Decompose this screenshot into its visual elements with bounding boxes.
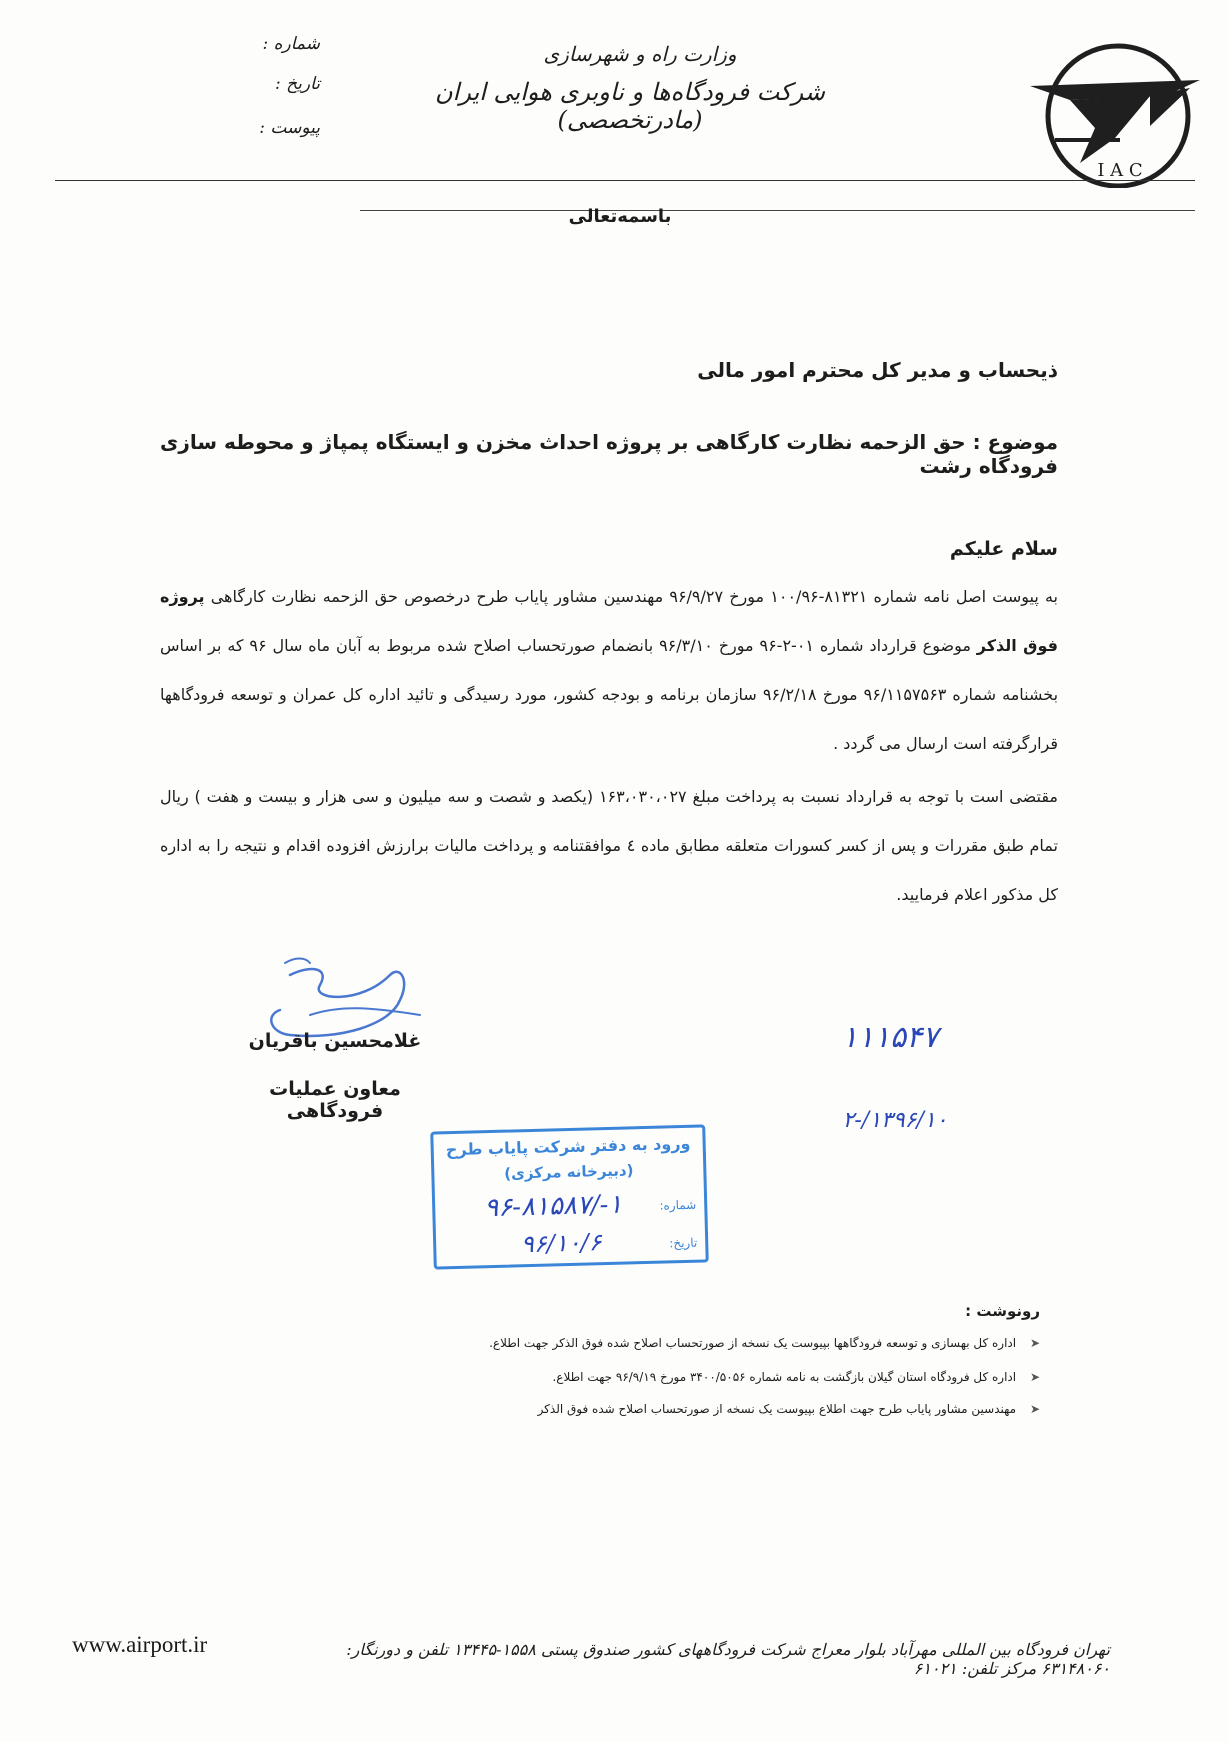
cc-item-text: اداره کل فرودگاه استان گیلان بازگشت به نامه شماره ۳۴۰۰/۵۰۵۶ مورخ ۹۶/۹/۱۹ جهت اطلاع. xyxy=(552,1370,1017,1384)
cc-item-text: مهندسین مشاور پایاب طرح جهت اطلاع بپیوست یک نسخه از صورتحساب اصلاح شده فوق الذکر xyxy=(537,1402,1017,1416)
stamp-date: ۹۶/۱۰/۶ xyxy=(520,1228,602,1259)
invocation: باسمه‌تعالی xyxy=(568,206,672,227)
para1-part-b: موضوع قرارداد شماره ۰۱-۲-۹۶ مورخ ۹۶/۳/۱۰ بانضمام صورتحساب اصلاح شده مربوط به آبان ماه سال ۹۶ که بر اساس بخشنامه شماره ۹۶/۱۱۵۷۵۶۳ مورخ ۹۶/۲/۱۸ سازمان برنامه و بودجه کشور، مورد رسیدگی و تائید اداره کل عمران و توسعه فرودگاهها قرارگرفته است ارسال می گردد . xyxy=(160,636,1059,753)
bullet-arrow-icon: ➤ xyxy=(1029,1336,1040,1350)
subject-line: موضوع : حق الزحمه نظارت کارگاهی بر پروژه احداث مخزن و ایستگاه پمپاژ و محوطه سازی فرودگاه رشت xyxy=(160,430,1058,478)
receipt-stamp xyxy=(430,1124,709,1269)
cc-item xyxy=(320,1336,1040,1350)
handwritten-date: ۱۳۹۶/۱۰/-۲ xyxy=(842,1108,948,1133)
cc-item xyxy=(320,1402,1040,1416)
para1-part-a: به پیوست اصل نامه شماره ۸۱۳۲۱-۱۰۰/۹۶ مورخ ۹۶/۹/۲۷ مهندسین مشاور پایاب طرح درخصوص حق الزحمه نظارت کارگاهی xyxy=(210,587,1059,606)
cc-item xyxy=(320,1370,1040,1384)
stamp-number-label: شماره: xyxy=(659,1197,697,1213)
cc-item-text: اداره کل بهسازی و توسعه فرودگاهها بپیوست یک نسخه از صورتحساب اصلاح شده فوق الذکر جهت اطلاع. xyxy=(489,1336,1017,1350)
cc-title: رونوشت : xyxy=(965,1302,1040,1320)
signer-title: معاون عملیات فرودگاهی xyxy=(269,1078,401,1122)
body-paragraph-2: مقتضی است با توجه به قرارداد نسبت به پرداخت مبلغ ۱۶۳،۰۳۰،۰۲۷ (یکصد و شصت و سه میلیون و سی هزار و بیست و هفت ) ریال تمام طبق مقررات و پس از کسر کسورات متعلقه مطابق ماده ٤ موافقتنامه و پرداخت مالیات برارزش افزوده اقدام و نتیجه را به اداره کل مذکور اعلام فرمایید. xyxy=(160,787,1059,904)
stamp-number: ۱-/۹۶-۸۱۵۸۷ xyxy=(483,1189,623,1224)
logo-text: I A C xyxy=(1097,160,1143,181)
meta-attachment-label: پیوست : xyxy=(259,118,320,138)
footer-website: www.airport.ir xyxy=(72,1632,208,1657)
ministry-name: وزارت راه و شهرسازی xyxy=(543,42,737,66)
company-name: شرکت فرودگاه‌ها و ناوبری هوایی ایران (مادرتخصصی) xyxy=(435,78,825,134)
bullet-arrow-icon: ➤ xyxy=(1029,1370,1040,1384)
stamp-date-label: تاریخ: xyxy=(669,1235,698,1251)
signer-name: غلامحسین باقریان xyxy=(248,1030,422,1052)
body-paragraph-1 xyxy=(160,572,1058,768)
header-divider xyxy=(55,180,1195,181)
handwritten-number: ۱۱۱۵۴۷ xyxy=(841,1020,939,1055)
stamp-title: ورود به دفتر شرکت پایاب طرح xyxy=(445,1133,691,1160)
para1-emphasis: پروژه فوق الذکر xyxy=(160,587,1058,655)
stamp-subtitle: (دبیرخانه مرکزی) xyxy=(503,1161,634,1183)
meta-number-label: شماره : xyxy=(262,34,320,54)
footer-address: تهران فرودگاه بین المللی مهرآباد بلوار معراج شرکت فرودگاههای کشور صندوق پستی ۱۵۵۸-۱۳۴۴۵ تلفن و دورنگار: ۶۳۱۴۸۰۶۰ مرکز تلفن: ۶۱۰۲۱ xyxy=(346,1640,1110,1678)
bullet-arrow-icon: ➤ xyxy=(1029,1402,1040,1416)
recipient: ذیحساب و مدیر کل محترم امور مالی xyxy=(697,358,1058,382)
greeting: سلام علیکم xyxy=(949,538,1058,560)
header-divider-secondary xyxy=(360,210,1195,211)
meta-date-label: تاریخ : xyxy=(275,74,320,94)
iac-logo xyxy=(1000,28,1210,188)
